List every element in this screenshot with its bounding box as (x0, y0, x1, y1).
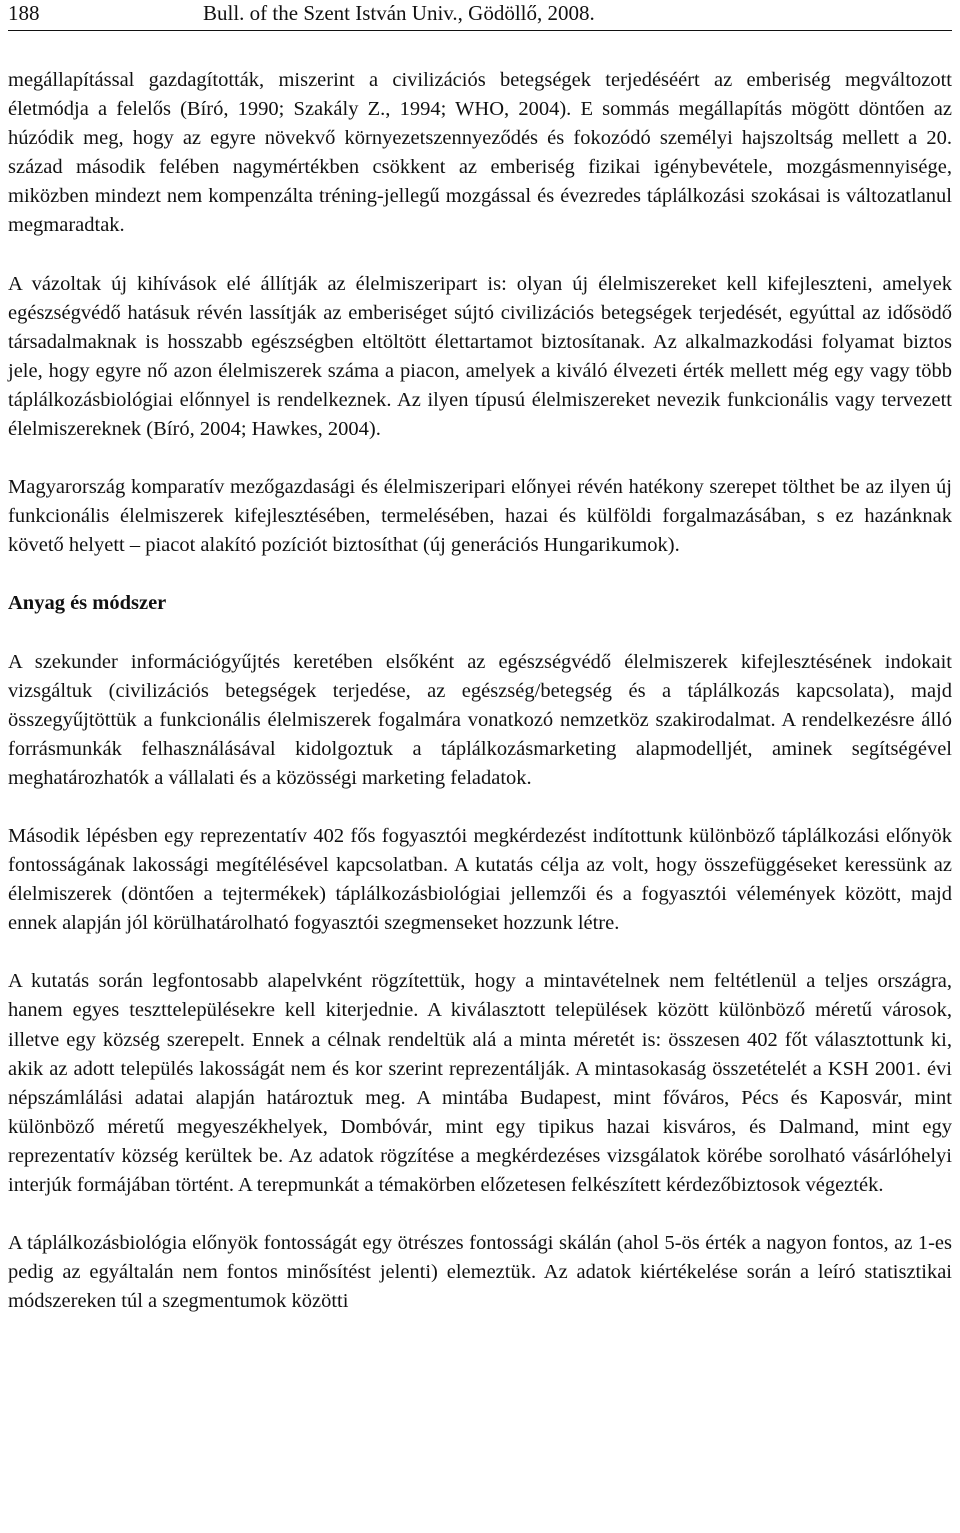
section-paragraph: A szekunder információgyűjtés keretében elsőként az egészségvédő élelmiszerek kifejlesztésének indokait vizsgáltuk (civilizációs betegségek terjedése, az egészség/betegség és a táplálkozás kapcsolata), majd összegyűjtöttük a funkcionális élelmiszerek fogalmára vonatkozó nemzetköz szakirodalmat. A rendelkezésre álló forrásmunkák felhasználásával kidolgoztuk a táplálkozásmarketing alapmodelljét, aminek segítségével meghatározhatók a vállalati és a közösségi marketing feladatok. (8, 650, 952, 789)
section-paragraph: A kutatás során legfontosabb alapelvként rögzítettük, hogy a mintavételnek nem feltétlenül a teljes országra, hanem egyes teszttelepülésekre kell kiterjednie. A kiválasztott települések között különböző méretű városok, illetve egy község szerepelt. Ennek a célnak rendeltük alá a minta méretét is: összesen 402 főt választottunk ki, akik az adott település lakosságát nem és kor szerint reprezentálják. A mintasokaság összetételét a KSH 2001. évi népszámlálási adatai alapján határoztuk meg. A mintába Budapest, mint főváros, Pécs és Kaposvár, mint különböző méretű megyeszékhelyek, Dombóvár, mint egy tipikus hazai kisváros, és Dalmand, mint egy reprezentatív község kerültek be. Az adatok rögzítése a megkérdezéses vizsgálatok körébe sorolható vásárlóhelyi interjúk formájában történt. A terepmunkát a témakörben előzetesen felkészített kérdezőbiztosok végezték. (8, 970, 952, 1196)
document-body (8, 66, 952, 1316)
body-paragraph: Magyarország komparatív mezőgazdasági és élelmiszeripari előnyei révén hatékony szerepet tölthet be az ilyen új funkcionális élelmiszerek kifejlesztésében, termelésében, hazai és külföldi forgalmazásában, s ez hazánknak követő helyett – piacot alakító pozíciót biztosíthat (új generációs Hungarikumok). (8, 476, 952, 557)
body-paragraph: megállapítással gazdagították, miszerint a civilizációs betegségek terjedéséért az emberiség megváltozott életmódja a felelős (Bíró, 1990; Szakály Z., 1994; WHO, 2004). E sommás megállapítás mögött döntően az húzódik meg, hogy az egyre növekvő környezetszennyeződés és fokozódó személyi hajszoltság mellett a 20. század második felében nagymértékben csökkent az emberiség fizikai igénybevétele, mozgásmennyisége, miközben mindezt nem kompenzálta tréning-jellegű mozgással és évezredes táplálkozási szokásai is változatlanul megmaradtak. (8, 69, 952, 237)
body-paragraph: A vázoltak új kihívások elé állítják az élelmiszeripart is: olyan új élelmiszereket kell kifejleszteni, amelyek egészségvédő hatásuk révén lassítják az emberiséget sújtó civilizációs betegségek terjedését, egyúttal az idősödő társadalmaknak is hosszabb egészségben eltöltött élettartamot biztosítanak. Az alkalmazkodási folyamat biztos jele, hogy egyre nő azon élelmiszerek száma a piacon, amelyek a kiváló élvezeti érték mellett még egy vagy több táplálkozásbiológiai előnnyel is rendelkeznek. Az ilyen típusú élelmiszereket nevezik funkcionális vagy tervezett élelmiszereknek (Bíró, 2004; Hawkes, 2004). (8, 272, 952, 441)
header-rule (8, 30, 952, 31)
section-paragraph: A táplálkozásbiológia előnyök fontosságát egy ötrészes fontossági skálán (ahol 5-ös érték a nagyon fontos, az 1-es pedig az egyáltalán nem fontos minősítést jelenti) elemeztük. Az adatok kiértékelése során a leíró statisztikai módszereken túl a szegmentumok közötti (8, 1232, 952, 1313)
page-header (8, 0, 952, 30)
page-number: 188 (8, 1, 40, 25)
running-title: Bull. of the Szent István Univ., Gödöllő, 2008. (203, 1, 595, 25)
section-paragraph: Második lépésben egy reprezentatív 402 fős fogyasztói megkérdezést indítottunk különböző táplálkozási előnyök fontosságának lakossági megítélésével kapcsolatban. A kutatás célja az volt, hogy összefüggéseket keressünk az élelmiszerek (döntően a tejtermékek) táplálkozásbiológiai jellemzői és a fogyasztói vélemények között, majd ennek alapján jól körülhatárolható fogyasztói szegmenseket hozzunk létre. (8, 824, 952, 935)
section-heading: Anyag és módszer (8, 592, 167, 615)
